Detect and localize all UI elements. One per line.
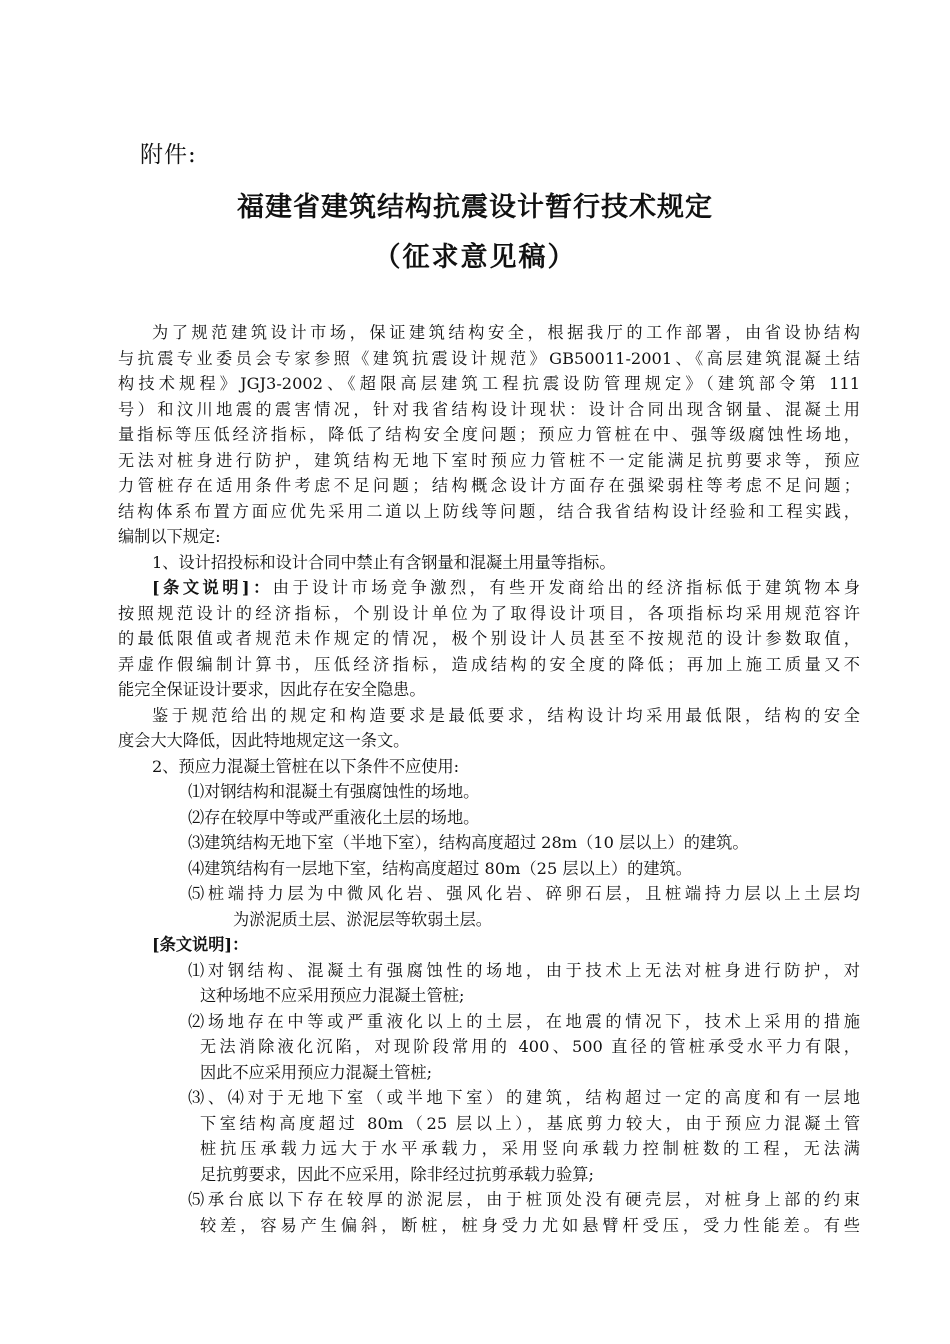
text-line-content: 无法消除液化沉陷，对现阶段常用的 400、500 直径的管桩承受水平力有限， (200, 1037, 860, 1056)
text-line-content: 力管桩存在适用条件考虑不足问题；结构概念设计方面存在强梁弱柱等考虑不足问题； (118, 476, 860, 495)
text-line-content: 2、预应力混凝土管桩在以下条件不应使用: (152, 756, 460, 776)
text-line-content: 编制以下规定: (118, 527, 221, 546)
text-line (118, 320, 860, 346)
text-line-content: ⑷建筑结构有一层地下室，结构高度超过 80m（25 层以上）的建筑。 (188, 858, 692, 878)
document-subtitle: （征求意见稿） (373, 242, 577, 273)
text-line-content: 结构体系布置方面应优先采用二道以上防线等问题，结合我省结构设计经验和工程实践， (118, 501, 860, 521)
text-line-content: 号）和汶川地震的震害情况，针对我省结构设计现状：设计合同出现含钢量、混凝土用 (118, 399, 860, 419)
text-line (118, 779, 860, 805)
text-line-content: 这种场地不应采用预应力混凝土管桩; (200, 986, 465, 1005)
text-line (118, 830, 860, 856)
text-line-content: ⑸桩端持力层为中微风化岩、强风化岩、碎卵石层，且桩端持力层以上土层均 (188, 884, 860, 903)
text-line (118, 983, 860, 1009)
text-line (118, 1213, 860, 1239)
text-line-content: 下室结构高度超过 80m（25 层以上），基底剪力较大，由于预应力混凝土管 (200, 1113, 860, 1133)
text-line-content: 为淤泥质土层、淤泥层等软弱土层。 (233, 909, 492, 929)
text-line (118, 728, 860, 754)
text-line (118, 1136, 860, 1162)
text-line (118, 550, 860, 576)
document-body (118, 320, 860, 1238)
text-line-content: 能完全保证设计要求，因此存在安全隐患。 (118, 680, 426, 699)
attachment-label: 附件: (140, 142, 197, 168)
text-line-content: 足抗剪要求，因此不应采用，除非经过抗剪承载力验算; (200, 1164, 594, 1184)
text-line (118, 1034, 860, 1060)
text-line-content: 为了规范建筑设计市场，保证建筑结构安全，根据我厅的工作部署，由省设协结构 (152, 323, 860, 342)
text-line-content: 因此不应采用预应力混凝土管桩; (200, 1062, 433, 1082)
text-line (118, 754, 860, 780)
text-line (118, 575, 860, 601)
text-line (118, 805, 860, 831)
text-line (118, 371, 860, 397)
clause-note-label: [条文说明]： (152, 935, 249, 954)
text-line-content: ⑶建筑结构无地下室（半地下室），结构高度超过 28m（10 层以上）的建筑。 (188, 833, 749, 852)
text-line-content: ⑴对钢结构、混凝土有强腐蚀性的场地，由于技术上无法对桩身进行防护，对 (188, 960, 860, 980)
text-line-content: ⑴对钢结构和混凝土有强腐蚀性的场地。 (188, 782, 480, 801)
text-line-content: 1、设计招投标和设计合同中禁止有含钢量和混凝土用量等指标。 (152, 552, 616, 572)
text-line (118, 703, 860, 729)
text-line-content: ⑶、⑷对于无地下室（或半地下室）的建筑，结构超过一定的高度和有一层地 (188, 1088, 860, 1107)
text-line-content: ⑸承台底以下存在较厚的淤泥层，由于桩顶处没有硬壳层，对桩身上部的约束 (188, 1190, 860, 1209)
clause-note-label: [条文说明]： (152, 578, 273, 597)
text-line (118, 856, 860, 882)
text-line (118, 626, 860, 652)
text-line (118, 473, 860, 499)
text-line-content: 鉴于规范给出的规定和构造要求是最低要求，结构设计均采用最低限，结构的安全 (152, 705, 860, 725)
text-line (118, 907, 860, 933)
text-line-content: 按照规范设计的经济指标，个别设计单位为了取得设计项目，各项指标均采用规范容许 (118, 603, 860, 623)
text-line (118, 346, 860, 372)
text-line (118, 448, 860, 474)
text-line (118, 1060, 860, 1086)
text-line-content: 弄虚作假编制计算书，压低经济指标，造成结构的安全度的降低；再加上施工质量又不 (118, 654, 860, 674)
text-line (118, 652, 860, 678)
text-line-content: 较差，容易产生偏斜，断桩，桩身受力尤如悬臂杆受压，受力性能差。有些 (200, 1215, 860, 1235)
text-line (118, 958, 860, 984)
text-line-content: ⑵存在较厚中等或严重液化土层的场地。 (188, 807, 480, 827)
text-line-content: 由于设计市场竞争激烈，有些开发商给出的经济指标低于建筑物本身 (272, 578, 860, 597)
text-line (118, 1085, 860, 1111)
text-line (118, 932, 860, 958)
text-line-content: 量指标等压低经济指标，降低了结构安全度问题；预应力管桩在中、强等级腐蚀性场地， (118, 425, 860, 444)
text-line (118, 1009, 860, 1035)
text-line-content: 与抗震专业委员会专家参照《建筑抗震设计规范》GB50011-2001、《高层建筑混凝土结 (118, 348, 860, 368)
document-title: 福建省建筑结构抗震设计暂行技术规定 (237, 192, 713, 223)
text-line-content: 的最低限值或者规范未作规定的情况，极个别设计人员甚至不按规范的设计参数取值， (118, 629, 860, 648)
text-line-content: ⑵场地存在中等或严重液化以上的土层，在地震的情况下，技术上采用的措施 (188, 1011, 860, 1031)
text-line (118, 601, 860, 627)
text-line-content: 桩抗压承载力远大于水平承载力，采用竖向承载力控制桩数的工程，无法满 (200, 1139, 860, 1158)
text-line (118, 499, 860, 525)
text-line (118, 881, 860, 907)
text-line (118, 677, 860, 703)
text-line-content: 度会大大降低，因此特地规定这一条文。 (118, 731, 410, 750)
text-line-content: 无法对桩身进行防护，建筑结构无地下室时预应力管桩不一定能满足抗剪要求等，预应 (118, 450, 860, 470)
text-line (118, 422, 860, 448)
text-line (118, 524, 860, 550)
text-line-content: 构技术规程》JGJ3-2002、《超限高层建筑工程抗震设防管理规定》（建筑部令第 111 (118, 374, 860, 393)
text-line (118, 397, 860, 423)
text-line (118, 1187, 860, 1213)
text-line (118, 1162, 860, 1188)
text-line (118, 1111, 860, 1137)
